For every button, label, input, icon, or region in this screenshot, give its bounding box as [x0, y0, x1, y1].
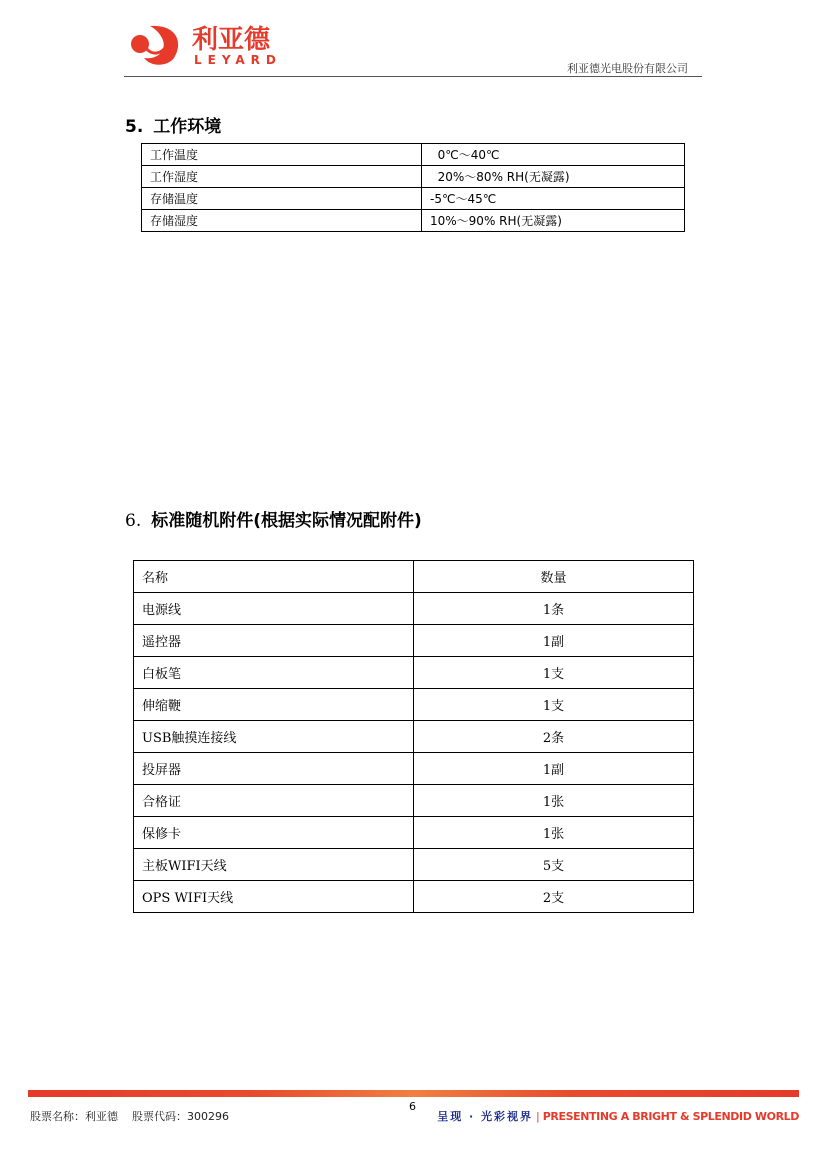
accessory-qty: 1副	[414, 753, 694, 785]
svg-text:LEYARD: LEYARD	[194, 53, 282, 67]
env-key: 存储温度	[142, 188, 422, 210]
column-header-name: 名称	[134, 561, 414, 593]
table-row	[142, 166, 685, 188]
table-row	[134, 881, 694, 913]
table-header-row	[134, 561, 694, 593]
table-row	[142, 188, 685, 210]
slogan-separator: |	[536, 1110, 540, 1123]
accessory-name: 伸缩鞭	[134, 689, 414, 721]
slogan-en: PRESENTING A BRIGHT & SPLENDID WORLD	[542, 1110, 799, 1123]
section-5-heading	[125, 112, 221, 137]
env-value: 0℃～40℃	[422, 144, 685, 166]
section-6-title: 标准随机附件(根据实际情况配附件)	[151, 511, 422, 531]
accessory-name: USB触摸连接线	[134, 721, 414, 753]
section-5-number: 5.	[125, 117, 144, 137]
page-number: 6	[409, 1100, 416, 1113]
accessory-qty: 2条	[414, 721, 694, 753]
table-row	[134, 657, 694, 689]
stock-info: 股票名称：利亚德 股票代码：300296	[30, 1110, 229, 1123]
table-row	[134, 817, 694, 849]
env-key: 存储湿度	[142, 210, 422, 232]
footer-slogan	[437, 1108, 799, 1124]
section-6-heading	[125, 506, 422, 531]
table-row	[134, 785, 694, 817]
accessory-qty: 1张	[414, 817, 694, 849]
accessory-name: 遥控器	[134, 625, 414, 657]
env-value: 20%～80% RH(无凝露)	[422, 166, 685, 188]
table-row	[134, 721, 694, 753]
table-row	[134, 753, 694, 785]
table-row	[134, 625, 694, 657]
accessory-qty: 1副	[414, 625, 694, 657]
table-row	[142, 210, 685, 232]
env-key: 工作湿度	[142, 166, 422, 188]
accessory-qty: 1张	[414, 785, 694, 817]
env-key: 工作温度	[142, 144, 422, 166]
table-row	[142, 144, 685, 166]
svg-text:利亚德: 利亚德	[192, 25, 271, 55]
section-5-title: 工作环境	[153, 117, 222, 137]
accessory-name: OPS WIFI天线	[134, 881, 414, 913]
header-divider	[124, 76, 702, 77]
accessory-name: 白板笔	[134, 657, 414, 689]
accessory-name: 保修卡	[134, 817, 414, 849]
env-value: -5℃～45℃	[422, 188, 685, 210]
accessory-name: 投屏器	[134, 753, 414, 785]
slogan-cn: 呈现 · 光彩视界	[437, 1110, 534, 1123]
table-row	[134, 689, 694, 721]
company-name: 利亚德光电股份有限公司	[567, 62, 688, 75]
accessory-qty: 5支	[414, 849, 694, 881]
section-6-number: 6.	[125, 511, 142, 531]
accessories-table	[133, 560, 694, 913]
env-value: 10%～90% RH(无凝露)	[422, 210, 685, 232]
accessory-qty: 1支	[414, 657, 694, 689]
table-row	[134, 593, 694, 625]
accessory-qty: 1条	[414, 593, 694, 625]
accessory-qty: 2支	[414, 881, 694, 913]
accessory-name: 合格证	[134, 785, 414, 817]
accessory-name: 主板WIFI天线	[134, 849, 414, 881]
accessory-qty: 1支	[414, 689, 694, 721]
table-row	[134, 849, 694, 881]
accessory-name: 电源线	[134, 593, 414, 625]
environment-table	[141, 143, 685, 232]
leyard-logo	[128, 18, 313, 68]
footer-color-bar	[28, 1090, 799, 1097]
column-header-qty: 数量	[414, 561, 694, 593]
